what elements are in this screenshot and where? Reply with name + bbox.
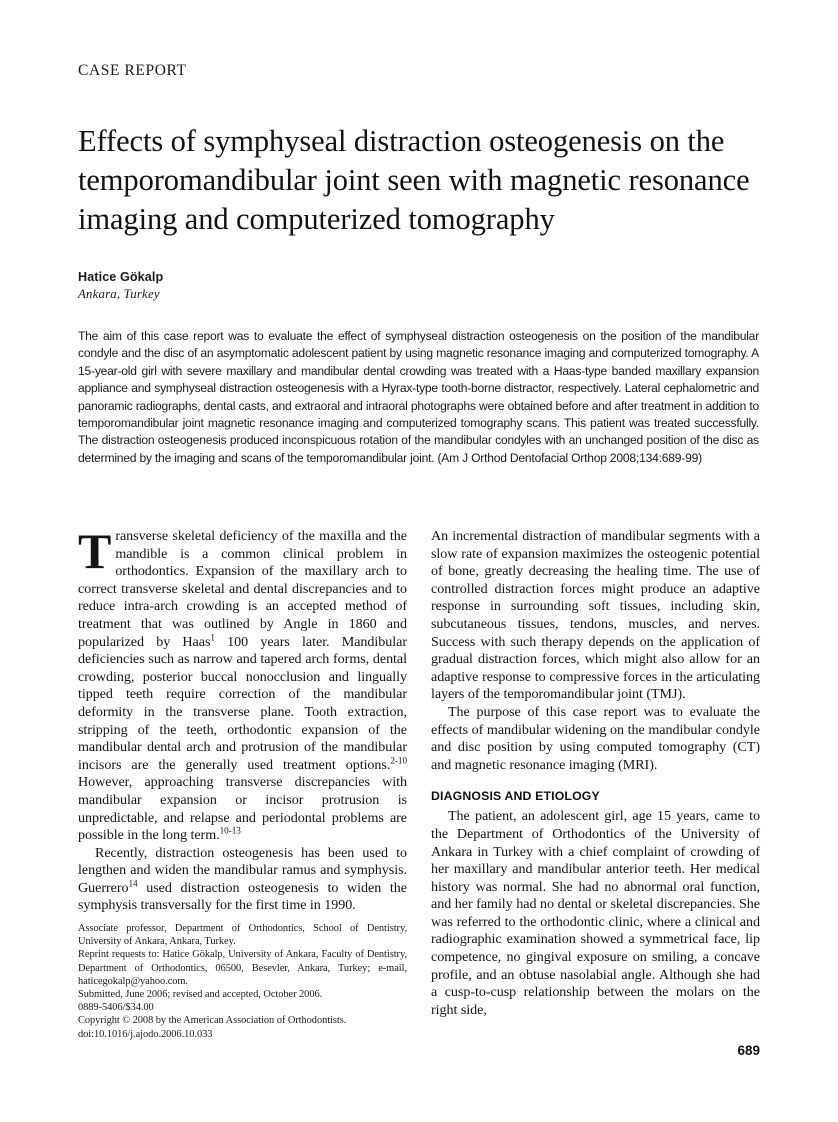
section-heading-diagnosis-and-etiology: DIAGNOSIS AND ETIOLOGY bbox=[431, 789, 600, 804]
body-paragraph: The patient, an adolescent girl, age 15 years, came to the Department of Orthodontics of the University of Ankara in Turkey with a chief complaint of crowding of her maxillary and mandibular anterior teeth. Her medical history was normal. She had no abnormal oral function, and her family had no dental or skeletal discrepancies. She was referred to the orthodontic clinic, where a clinical and radiographic examination showed a symmetrical face, lip competence, no gingival exposure on smiling, a concave profile, and an obtuse nasolabial angle. Although she had a cusp-to-cusp relationship between the molars on the right side, bbox=[431, 808, 760, 1018]
paragraph-text: 100 years later. Mandibular deficiencies such as narrow and tapered arch forms, dental crowding, posterior buccal nonocclusion and lingually tipped teeth require correction of the mandibular deformity in the transverse plane. Tooth extraction, stripping of the teeth, orthodontic expansion of the mandibular dental arch and protrusion of the mandibular incisors are the generally used treatment options. bbox=[78, 633, 407, 773]
author-location: Ankara, Turkey bbox=[78, 287, 160, 301]
author-name: Hatice Gökalp bbox=[78, 270, 164, 284]
paragraph-text: Recently, distraction osteogenesis has been used to lengthen and widen the mandibular ramus and symphysis. Guerrero bbox=[78, 844, 407, 896]
paragraph-text: Transverse skeletal deficiency of the maxilla and the mandible is a common clinical problem in orthodontics. Expansion of the maxillary arch to correct transverse skeletal and dental discrepancies and to reduce intra-arch crowding is an accepted method of treatment that was outlined by Angle in 1860 and popularized by Haas bbox=[78, 523, 407, 650]
footnote-reprint-requests: Reprint requests to: Hatice Gökalp, University of Ankara, Faculty of Dentistry, Department of Orthodontics, 06500, Besevler, Ankara, Turkey; e-mail, haticegokalp@yahoo.com. bbox=[78, 949, 407, 987]
paragraph-text: However, approaching transverse discrepancies with mandibular expansion or incisor protrusion is unpredictable, and relapse and periodontal problems are possible in the long term. bbox=[78, 774, 407, 844]
reference-marker: 14 bbox=[128, 878, 138, 889]
reference-marker: 1 bbox=[210, 631, 215, 642]
article-title: Effects of symphyseal distraction osteogenesis on the temporomandibular joint seen with magnetic resonance imaging and computerized tomography bbox=[78, 124, 750, 236]
reference-marker: 10-13 bbox=[219, 825, 241, 836]
body-paragraph: An incremental distraction of mandibular segments with a slow rate of expansion maximizes the osteogenic potential of bone, greatly decreasing the healing time. The use of controlled distraction forces might produce an adaptive response in surrounding soft tissues, including skin, subcutaneous tissues, tendons, muscles, and nerves. Success with such therapy depends on the application of gradual distraction forces, which might also allow for an adaptive response to compressive forces in the articulating layers of the temporomandibular joint (TMJ). bbox=[431, 528, 760, 703]
page-number: 689 bbox=[737, 1043, 760, 1058]
footnote-copyright: Copyright © 2008 by the American Association of Orthodontists. bbox=[78, 1015, 347, 1027]
reference-marker: 2-10 bbox=[390, 755, 407, 766]
running-head: CASE REPORT bbox=[78, 62, 187, 79]
body-paragraph: The purpose of this case report was to evaluate the effects of mandibular widening on the mandibular condyle and disc position by using computed tomography (CT) and magnetic resonance imaging (MRI). bbox=[431, 703, 760, 773]
abstract: The aim of this case report was to evaluate the effect of symphyseal distraction osteogenesis on the position of the mandibular condyle and the disc of an asymptomatic adolescent patient by using magnetic resonance imaging and computerized tomography. A 15-year-old girl with severe maxillary and mandibular dental crowding was treated with a Haas-type banded maxillary expansion appliance and symphyseal distraction osteogenesis with a Hyrax-type tooth-borne distractor, respectively. Lateral cephalometric and panoramic radiographs, dental casts, and extraoral and intraoral photographs were obtained before and after treatment in addition to temporomandibular joint magnetic resonance imaging and computerized tomography scans. This patient was treated successfully. The distraction osteogenesis produced inconspicuous rotation of the mandibular condyles with an unchanged position of the disc as determined by the imaging and scans of the temporomandibular joint. (Am J Orthod Dentofacial Orthop 2008;134:689-99) bbox=[78, 329, 759, 465]
paragraph-text: used distraction osteogenesis to widen the symphysis transversally for the first time in 1990. bbox=[78, 879, 407, 914]
footnote-submitted-date: Submitted, June 2006; revised and accepted, October 2006. bbox=[78, 989, 323, 1001]
left-column bbox=[78, 523, 407, 915]
page-header-block bbox=[78, 0, 760, 467]
footnote-affiliation: Associate professor, Department of Orthodontics, School of Dentistry, University of Ankara, Ankara, Turkey. bbox=[78, 923, 407, 948]
footnote-issn: 0889-5406/$34.00 bbox=[78, 1002, 154, 1014]
footnote-block bbox=[78, 922, 407, 1041]
footnote-doi: doi:10.1016/j.ajodo.2006.10.033 bbox=[78, 1028, 213, 1040]
body-paragraph bbox=[78, 845, 407, 915]
body-paragraph bbox=[78, 523, 407, 845]
right-column bbox=[431, 528, 760, 1019]
byline bbox=[78, 270, 760, 302]
